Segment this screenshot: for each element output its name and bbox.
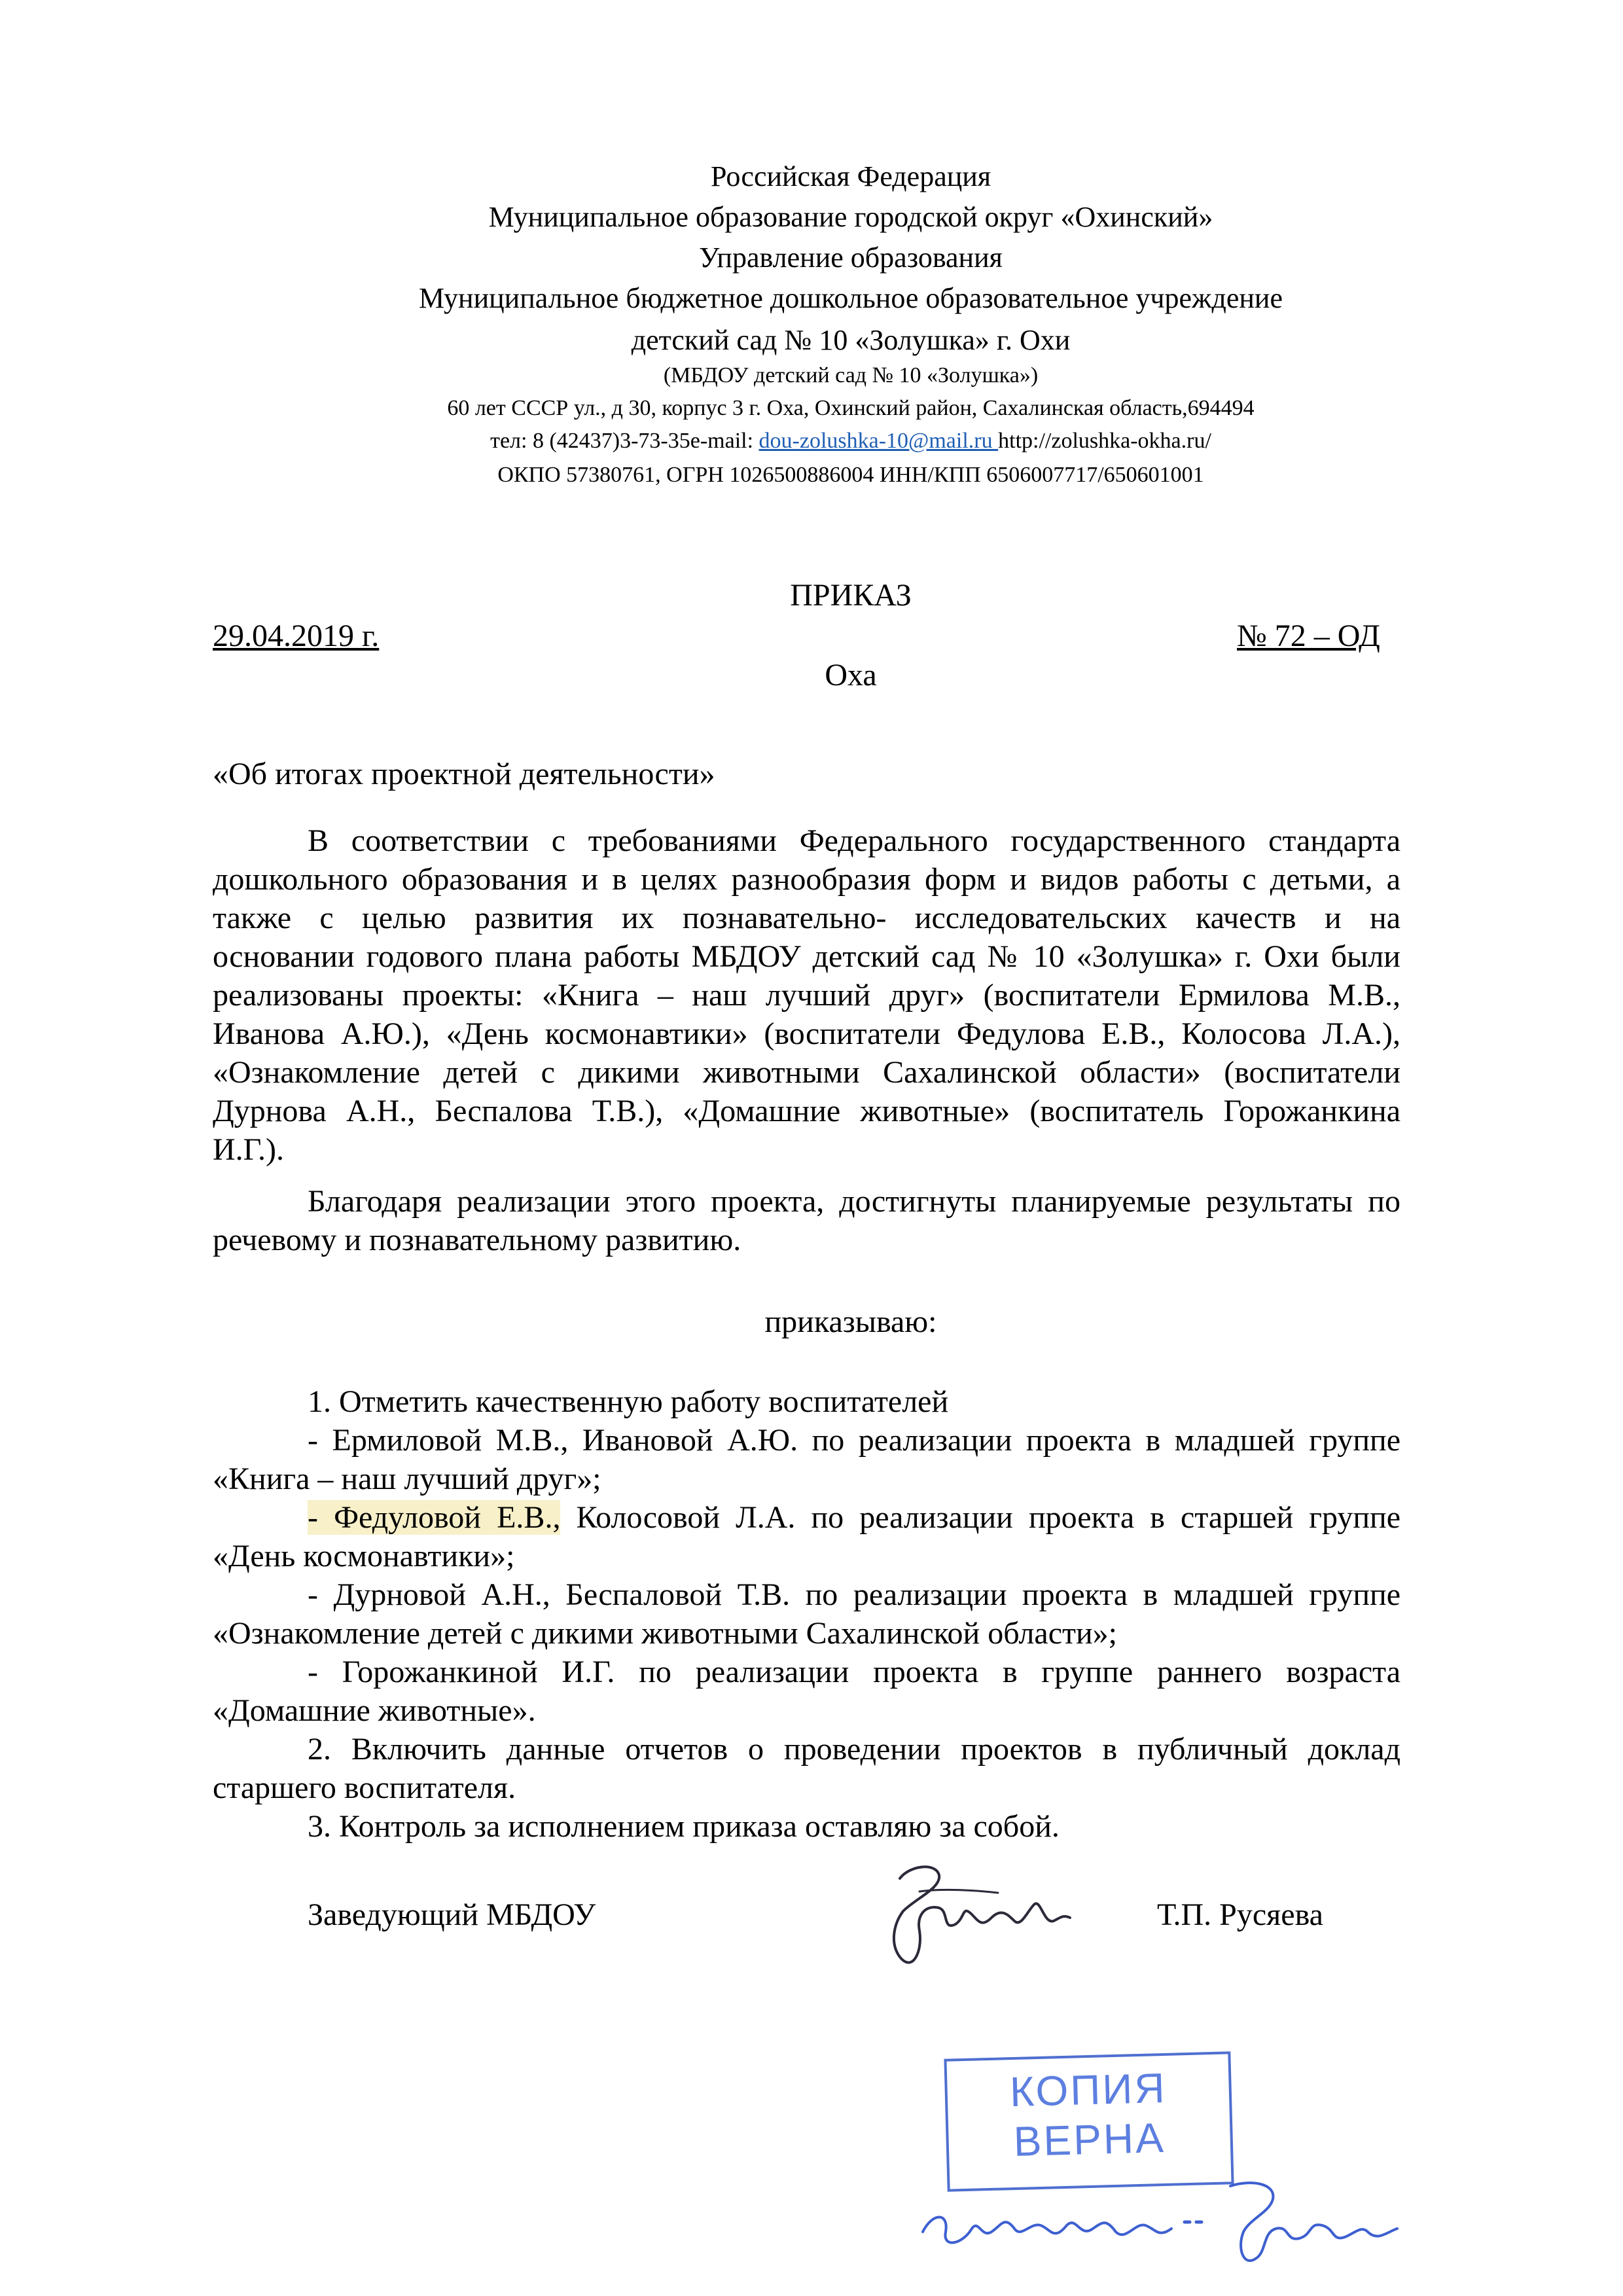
item-1c-line: - Дурновой А.Н., Беспаловой Т.В. по реализации проекта в младшей группе: [308, 1577, 1400, 1612]
paragraph-line: Дурнова А.Н., Беспалова Т.В.), «Домашние животные» (воспитатель Горожанкина: [213, 1094, 1400, 1128]
header-website: http://zolushka-okha.ru/: [998, 429, 1211, 453]
paragraph-line: Иванова А.Ю.), «День космонавтики» (воспитатели Федулова Е.В., Колосова Л.А.),: [213, 1016, 1400, 1051]
header-email-link[interactable]: dou-zolushka-10@mail.ru: [758, 429, 999, 453]
item-1d-line: «Домашние животные».: [213, 1693, 536, 1728]
item-1: 1. Отметить качественную работу воспитателей: [308, 1384, 949, 1419]
order-subject: «Об итогах проектной деятельности»: [213, 757, 715, 791]
header-address: 60 лет СССР ул., д 30, корпус 3 г. Оха, Охинский район, Сахалинская область,694494: [447, 396, 1255, 420]
paragraph-basis: [213, 821, 1400, 1169]
item-1b-line: «День космонавтики»;: [213, 1539, 515, 1573]
paragraph-line: реализованы проекты: «Книга – наш лучший друг» (воспитатели Ермилова М.В.,: [213, 978, 1400, 1013]
signatory-name: Т.П. Русяева: [1157, 1897, 1323, 1932]
item-1c-line: «Ознакомление детей с дикими животными Сахалинской области»;: [213, 1616, 1118, 1651]
header-institution-line2: детский сад № 10 «Золушка» г. Охи: [631, 324, 1071, 356]
item-3: 3. Контроль за исполнением приказа оставляю за собой.: [308, 1809, 1060, 1844]
signatory-position: Заведующий МБДОУ: [308, 1897, 596, 1932]
header-registry: ОКПО 57380761, ОГРН 1026500886004 ИНН/КПП 6506007717/650601001: [497, 463, 1204, 487]
paragraph-line: Благодаря реализации этого проекта, достигнуты планируемые результаты по: [308, 1184, 1400, 1219]
paragraph-line: также с целью развития их познавательно- исследовательских качеств и на: [213, 901, 1400, 935]
item-2-line: 2. Включить данные отчетов о проведении проектов в публичный доклад: [308, 1732, 1400, 1767]
order-city: Оха: [825, 658, 877, 692]
paragraph-line: дошкольного образования и в целях разнообразия форм и видов работы с детьми, а: [213, 862, 1400, 897]
order-number: № 72 – ОД: [1237, 619, 1380, 653]
header-contacts: [0, 425, 1623, 457]
paragraph-line: основании годового плана работы МБДОУ детский сад № 10 «Золушка» г. Охи были: [213, 939, 1400, 974]
paragraph-line: И.Г.).: [213, 1132, 284, 1167]
order-title: ПРИКАЗ: [790, 578, 912, 613]
header-institution-line1: Муниципальное бюджетное дошкольное образовательное учреждение: [419, 282, 1283, 314]
decree-word: приказываю:: [764, 1304, 937, 1339]
stamp-line-1: КОПИЯ: [1009, 2064, 1168, 2116]
header-municipality: Муниципальное образование городской округ «Охинский»: [488, 201, 1213, 233]
header-department: Управление образования: [699, 242, 1003, 274]
item-1b-rest: Колосовой Л.А. по реализации проекта в старшей группе: [560, 1500, 1400, 1535]
highlighted-name: - Федуловой Е.В.,: [308, 1500, 561, 1535]
header-country: Российская Федерация: [710, 160, 991, 192]
paragraph-line: В соответствии с требованиями Федерального государственного стандарта: [308, 823, 1400, 858]
order-items: [213, 1382, 1400, 1846]
item-2-line: старшего воспитателя.: [213, 1770, 516, 1805]
item-1a-line: «Книга – наш лучший друг»;: [213, 1462, 601, 1496]
paragraph-line: «Ознакомление детей с дикими животными Сахалинской области» (воспитатели: [213, 1055, 1400, 1090]
paragraph-results: [213, 1182, 1400, 1259]
order-date: 29.04.2019 г.: [213, 619, 380, 653]
stamp-line-2: ВЕРНА: [1012, 2113, 1166, 2166]
item-1a-line: - Ермиловой М.В., Ивановой А.Ю. по реализации проекта в младшей группе: [308, 1423, 1400, 1458]
item-1d-line: - Горожанкиной И.Г. по реализации проекта в группе раннего возраста: [308, 1655, 1400, 1689]
handwritten-certification: [910, 2160, 1420, 2291]
handwritten-signature: [864, 1852, 1086, 1983]
header-short-name: (МБДОУ детский сад № 10 «Золушка»): [663, 363, 1039, 387]
item-1b-line: [213, 1498, 1400, 1537]
header-phone: тел: 8 (42437)3-73-35е-mail:: [490, 429, 759, 453]
paragraph-line: речевому и познавательному развитию.: [213, 1223, 741, 1257]
